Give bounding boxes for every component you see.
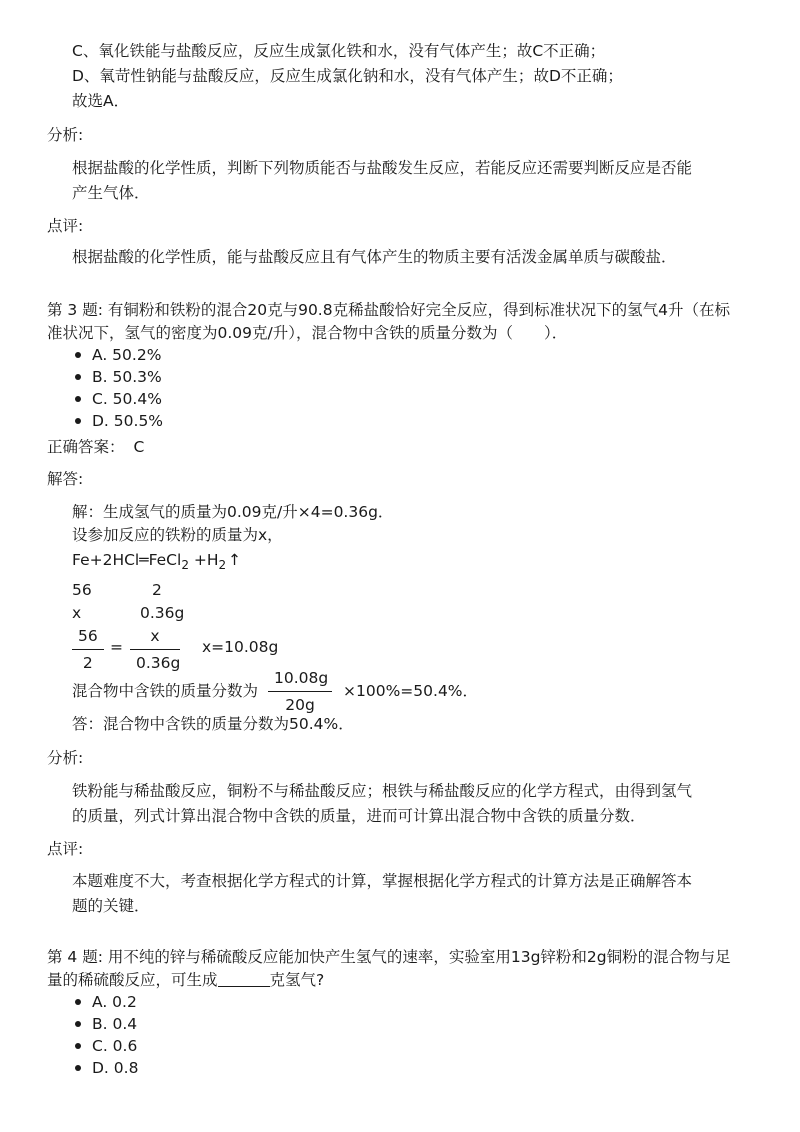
- question-4-stem-line: [47, 969, 324, 991]
- final-answer: 答：混合物中含铁的质量分数为50.4%．: [72, 715, 354, 733]
- fraction-denominator: 2: [82, 654, 93, 672]
- equals-sign: =: [110, 638, 123, 656]
- option-item: A. 50.2%: [74, 344, 163, 366]
- comment-text-line: 本题难度不大，考查根据化学方程式的计算，掌握根据化学方程式的计算方法是正确解答本: [72, 872, 693, 890]
- fraction-56-over-2: [72, 625, 104, 674]
- solution-line: 解：生成氢气的质量为0.09克/升×4=0.36g．: [72, 503, 394, 521]
- question-3-stem-line: 准状况下，氢气的密度为0.09克/升），混合物中含铁的质量分数为（ ）．: [47, 324, 568, 342]
- equation-part: Fe+2HCl═FeCl: [72, 551, 182, 569]
- fraction-numerator: 10.08g: [274, 669, 329, 687]
- ratio-row-value: 0.36g: [140, 604, 185, 622]
- option-c-explanation: C、氧化铁能与盐酸反应，反应生成氯化铁和水，没有气体产生；故C不正确；: [72, 42, 606, 60]
- analysis-text-line: 铁粉能与稀盐酸反应，铜粉不与稀盐酸反应；根铁与稀盐酸反应的化学方程式，由得到氢气: [72, 782, 693, 800]
- ratio-row-value: x: [72, 604, 82, 622]
- chemical-equation: [72, 549, 241, 576]
- equation-subscript: 2: [218, 558, 227, 572]
- equation-part: +H: [188, 551, 219, 569]
- comment-label: 点评:: [47, 217, 84, 235]
- analysis-label: 分析:: [47, 749, 84, 767]
- fill-in-blank: [218, 970, 270, 987]
- fraction-denominator: 20g: [285, 696, 315, 714]
- fraction-bar: [130, 649, 180, 650]
- question-3-stem-line: 第 3 题: 有铜粉和铁粉的混合20克与90.8克稀盐酸恰好完全反应，得到标准状况下的氢气4升（在标: [47, 301, 730, 319]
- comment-text-line: 题的关键．: [72, 897, 150, 915]
- ratio-row-value: 2: [152, 581, 162, 599]
- choice-statement: 故选A．: [72, 92, 130, 110]
- option-d-explanation: D、氧苛性钠能与盐酸反应，反应生成氯化钠和水，没有气体产生；故D不正确；: [72, 67, 623, 85]
- mass-fraction-suffix: ×100%=50.4%．: [343, 682, 479, 700]
- correct-answer-value: C: [133, 438, 145, 456]
- option-item: D. 50.5%: [74, 410, 163, 432]
- stem-text: 克氢气?: [269, 971, 325, 989]
- equation-subscript: 2: [181, 558, 189, 572]
- solution-line: 设参加反应的铁粉的质量为x，: [72, 526, 283, 544]
- option-item: B. 0.4: [74, 1013, 138, 1035]
- fraction-x-over-0.36g: [130, 625, 180, 674]
- analysis-text-line: 的质量，列式计算出混合物中含铁的质量，进而可计算出混合物中含铁的质量分数．: [72, 807, 646, 825]
- fraction-denominator: 0.36g: [136, 654, 181, 672]
- option-item: B. 50.3%: [74, 366, 163, 388]
- question-3-options: [74, 344, 163, 432]
- option-item: C. 0.6: [74, 1035, 138, 1057]
- question-4-options: [74, 991, 138, 1079]
- question-4-stem-line: 第 4 题: 用不纯的锌与稀硫酸反应能加快产生氢气的速率，实验室用13g锌粉和2g铜粉的混合物与足: [47, 948, 731, 966]
- gas-arrow: ↑: [228, 551, 242, 569]
- mass-fraction-prefix: 混合物中含铁的质量分数为: [72, 682, 259, 700]
- comment-text: 根据盐酸的化学性质，能与盐酸反应且有气体产生的物质主要有活泼金属单质与碳酸盐．: [72, 248, 677, 266]
- solution-label: 解答:: [47, 470, 84, 488]
- stem-text: 量的稀硫酸反应，可生成: [47, 971, 218, 989]
- ratio-row-value: 56: [72, 581, 92, 599]
- x-result: x=10.08g: [202, 638, 279, 656]
- correct-answer-label: 正确答案：: [47, 438, 125, 456]
- analysis-label: 分析:: [47, 126, 84, 144]
- fraction-bar: [72, 649, 104, 650]
- correct-answer: [47, 436, 144, 458]
- analysis-text-line: 根据盐酸的化学性质，判断下列物质能否与盐酸发生反应，若能反应还需要判断反应是否能: [72, 159, 693, 177]
- option-item: C. 50.4%: [74, 388, 163, 410]
- fraction-10.08g-over-20g: [268, 667, 332, 716]
- fraction-numerator: 56: [78, 627, 98, 645]
- option-item: D. 0.8: [74, 1057, 138, 1079]
- option-item: A. 0.2: [74, 991, 138, 1013]
- analysis-text-line: 产生气体．: [72, 184, 150, 202]
- comment-label: 点评:: [47, 840, 84, 858]
- fraction-bar: [268, 691, 332, 692]
- fraction-numerator: x: [150, 627, 160, 645]
